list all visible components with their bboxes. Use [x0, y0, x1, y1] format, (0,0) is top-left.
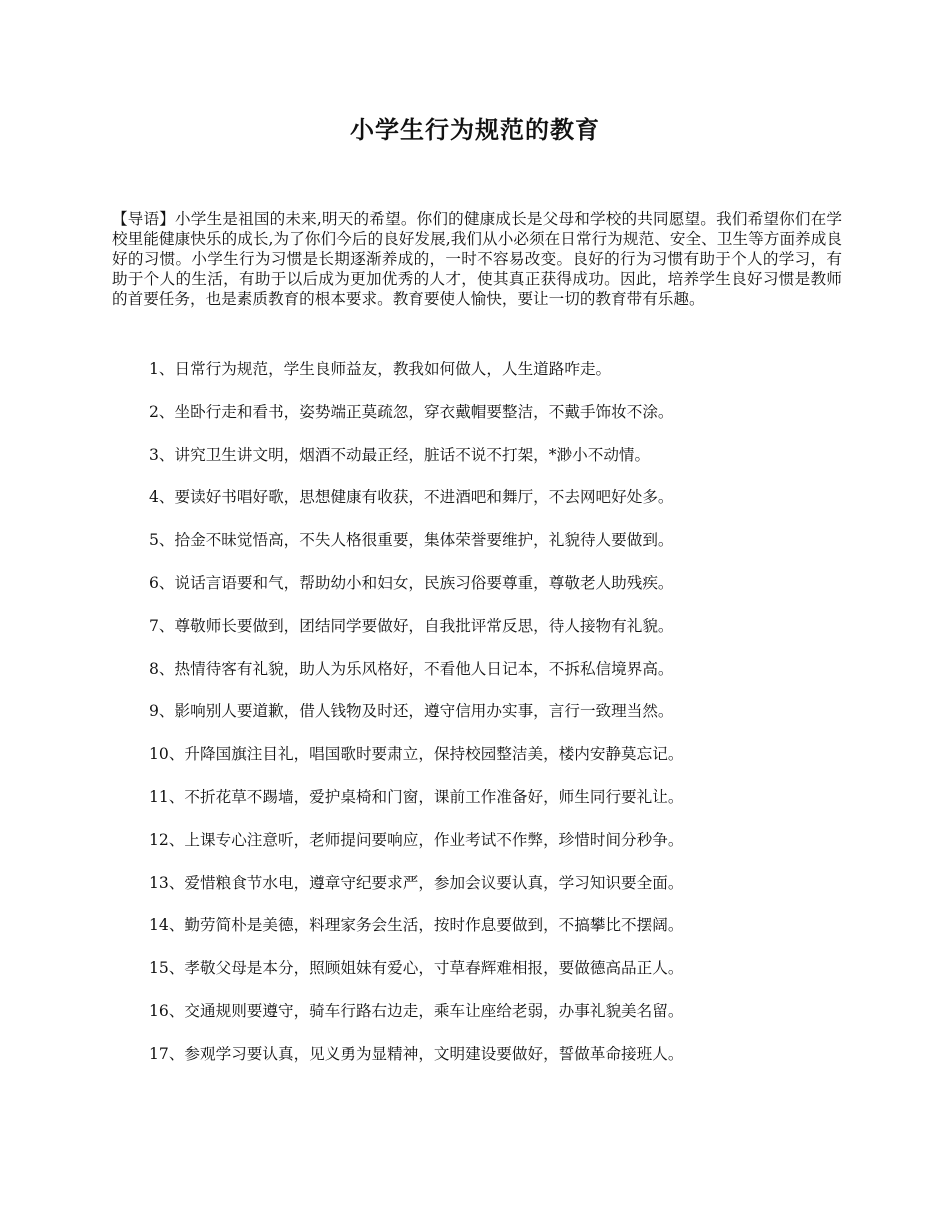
- rule-item: 15、孝敬父母是本分，照顾姐妹有爱心，寸草春辉难相报，要做德高品正人。: [149, 959, 684, 978]
- rule-item: 17、参观学习要认真，见义勇为显精神，文明建设要做好，誓做革命接班人。: [149, 1044, 684, 1063]
- rule-item: 5、拾金不昧觉悟高，不失人格很重要，集体荣誉要维护，礼貌待人要做到。: [149, 531, 674, 550]
- rule-item: 6、说话言语要和气，帮助幼小和妇女，民族习俗要尊重，尊敬老人助残疾。: [149, 573, 674, 592]
- rule-item: 13、爱惜粮食节水电，遵章守纪要求严，参加会议要认真，学习知识要全面。: [149, 873, 684, 892]
- rule-item: 8、热情待客有礼貌，助人为乐风格好，不看他人日记本，不拆私信境界高。: [149, 659, 674, 678]
- rule-item: 7、尊敬师长要做到，团结同学要做好，自我批评常反思，待人接物有礼貌。: [149, 616, 674, 635]
- rule-item: 11、不折花草不踢墙，爱护桌椅和门窗，课前工作准备好，师生同行要礼让。: [149, 787, 684, 806]
- page-title: 小学生行为规范的教育: [350, 116, 600, 144]
- rule-item: 16、交通规则要遵守，骑车行路右边走，乘车让座给老弱，办事礼貌美名留。: [149, 1001, 684, 1020]
- intro-paragraph: 【导语】小学生是祖国的未来,明天的希望。你们的健康成长是父母和学校的共同愿望。我们希望你们在学校里能健康快乐的成长,为了你们今后的良好发展,我们从小必须在日常行为规范、安全、卫生等方面养成良好的习惯。小学生行为习惯是长期逐渐养成的，一时不容易改变。良好的行为习惯有助于个人的学习，有助于个人的生活，有助于以后成为更加优秀的人才，使其真正获得成功。因此，培养学生良好习惯是教师的首要任务，也是素质教育的根本要求。教育要使人愉快，要让一切的教育带有乐趣。: [112, 210, 842, 308]
- rules-list: [149, 357, 849, 1085]
- rule-item: 10、升降国旗注目礼，唱国歌时要肃立，保持校园整洁美，楼内安静莫忘记。: [149, 745, 684, 764]
- rule-item: 1、日常行为规范，学生良师益友，教我如何做人，人生道路咋走。: [149, 360, 612, 378]
- rule-item: 3、讲究卫生讲文明，烟酒不动最正经，脏话不说不打架，*渺小不动情。: [149, 445, 651, 464]
- rule-item: 2、坐卧行走和看书，姿势端正莫疏忽，穿衣戴帽要整洁，不戴手饰妆不涂。: [149, 402, 674, 421]
- rule-item: 4、要读好书唱好歌，思想健康有收获，不进酒吧和舞厅，不去网吧好处多。: [149, 488, 674, 507]
- rule-item: 12、上课专心注意听，老师提问要响应，作业考试不作弊，珍惜时间分秒争。: [149, 830, 684, 849]
- rule-item: 9、影响别人要道歉，借人钱物及时还，遵守信用办实事，言行一致理当然。: [149, 702, 674, 721]
- rule-item: 14、勤劳简朴是美德，料理家务会生活，按时作息要做到，不搞攀比不摆阔。: [149, 916, 684, 935]
